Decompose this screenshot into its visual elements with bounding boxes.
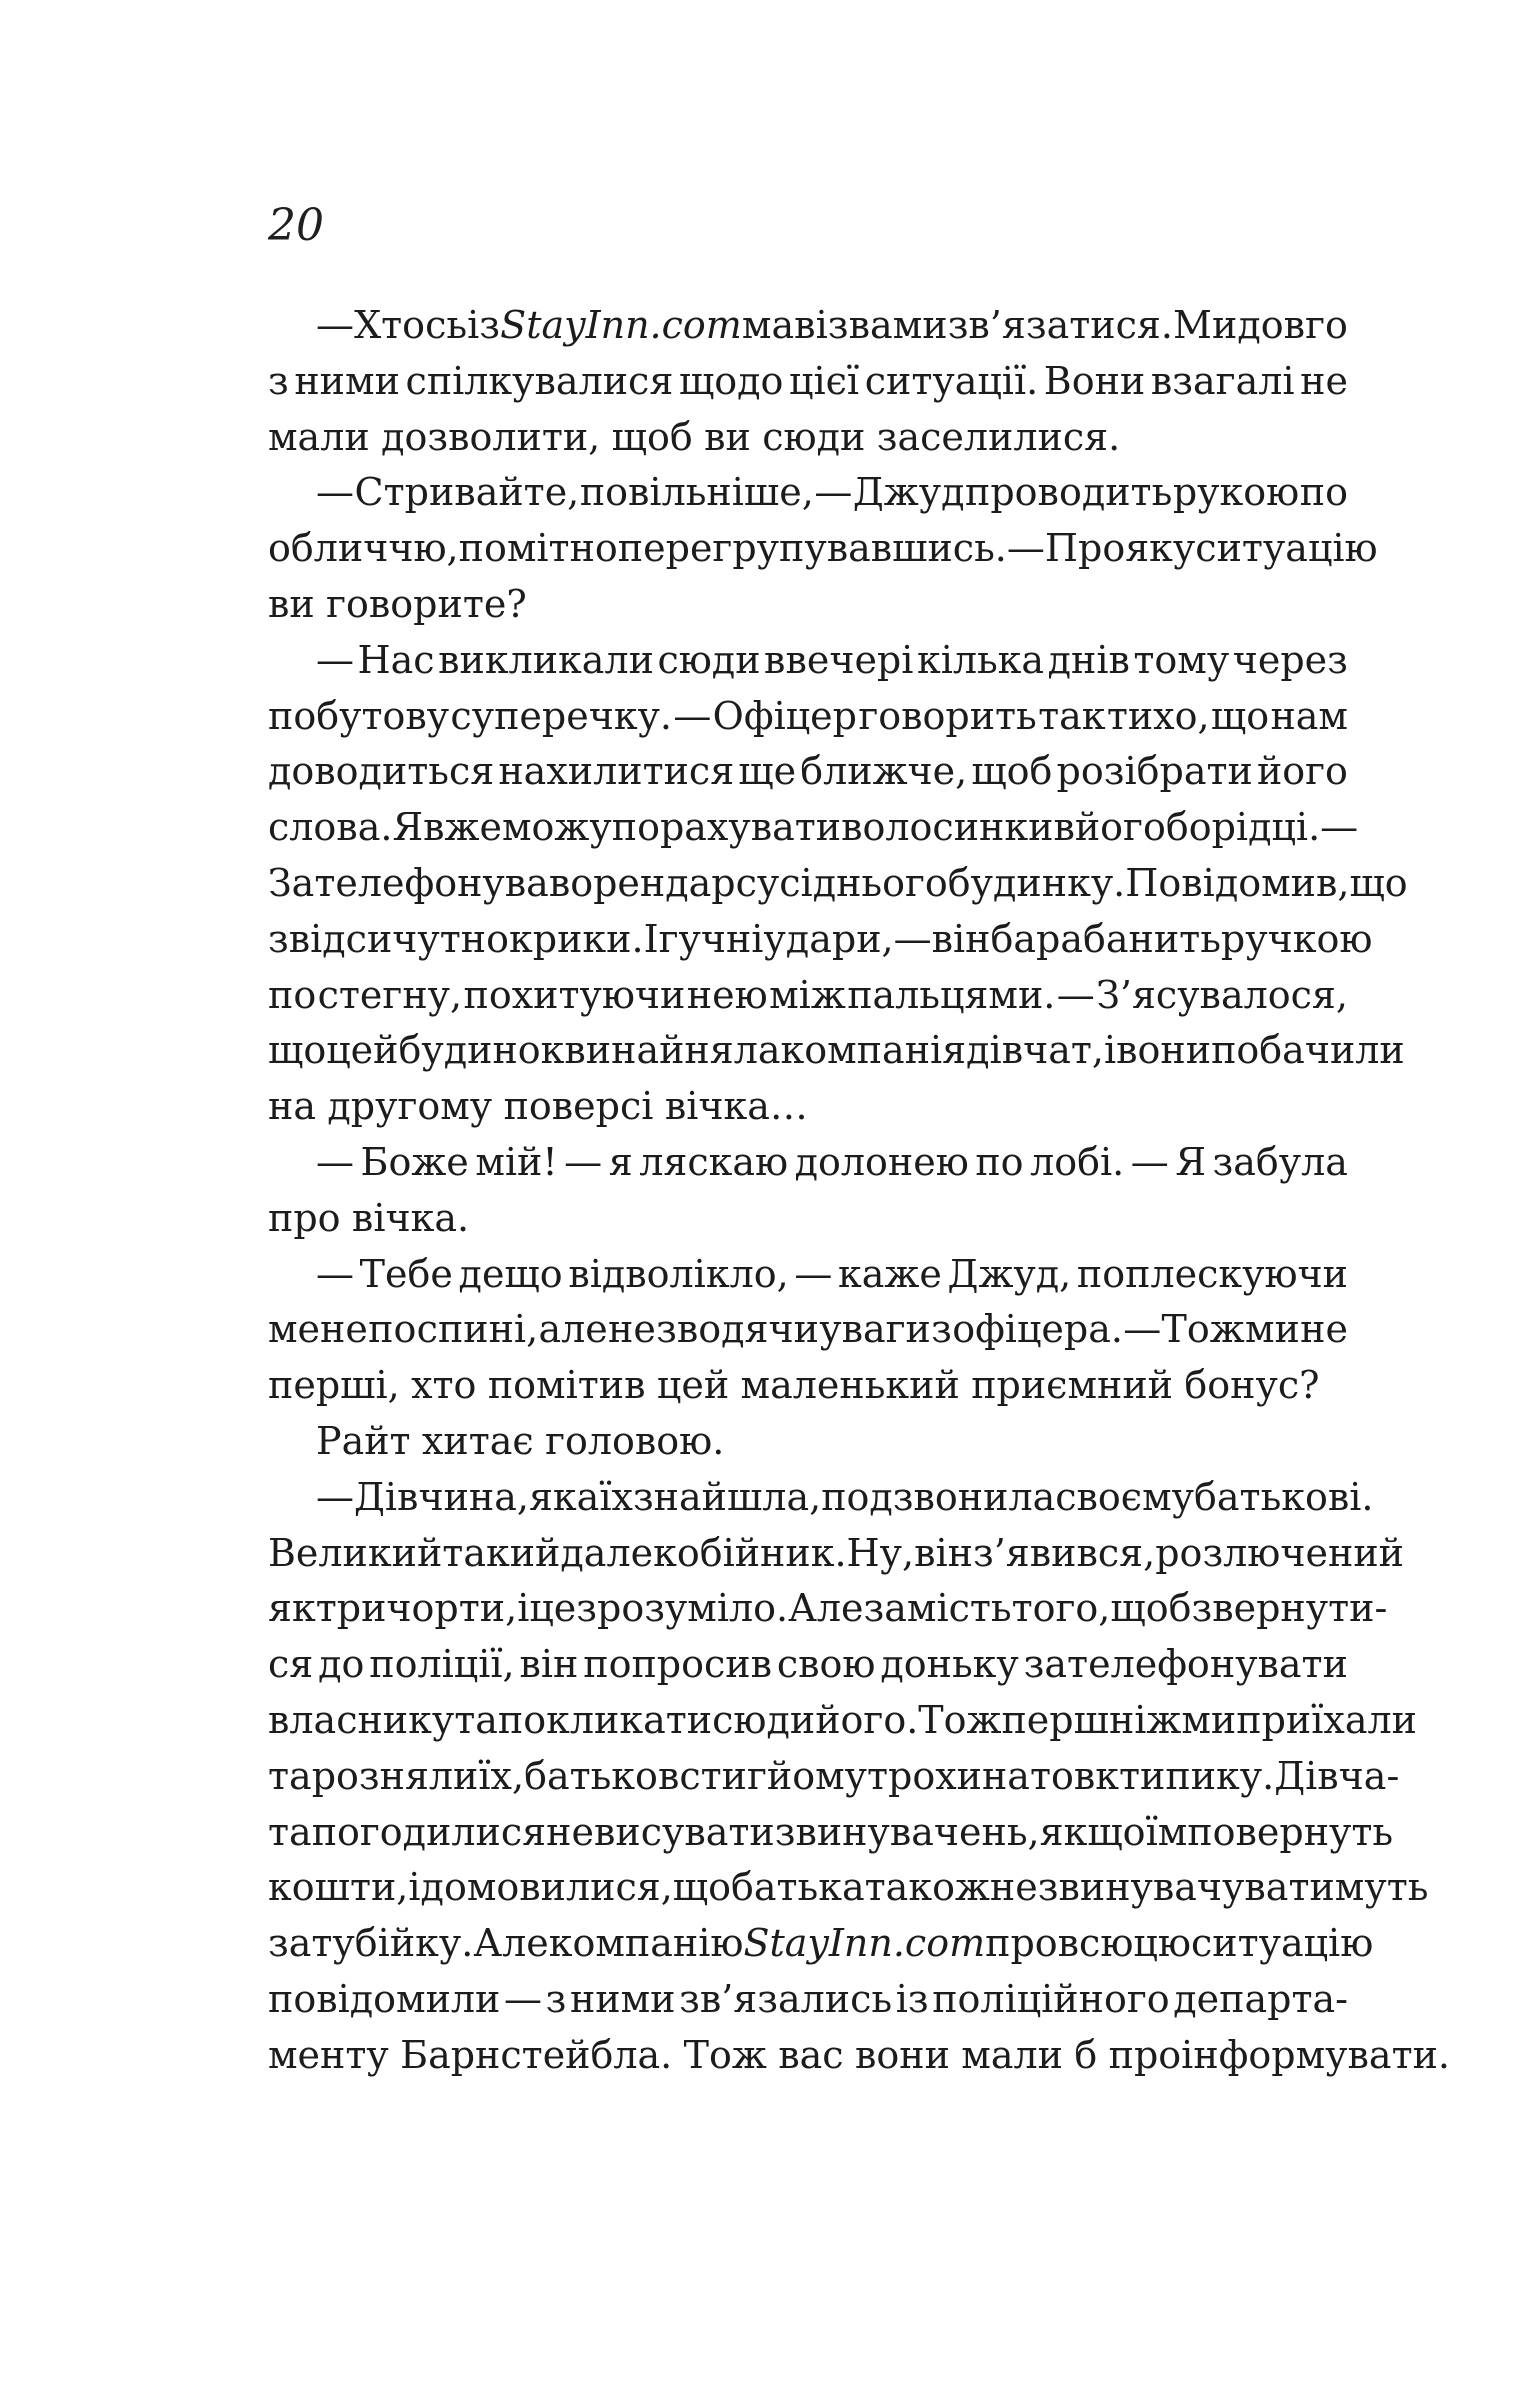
word: головою.: [545, 1418, 725, 1463]
word: дозволити,: [381, 414, 601, 459]
word: днів: [1047, 637, 1130, 682]
word: зв’язатися.: [947, 303, 1173, 347]
text-line: [268, 410, 1348, 466]
word: —: [316, 303, 354, 347]
text-line: [268, 1191, 1348, 1247]
word: вами: [848, 303, 948, 347]
word: бонус?: [1184, 1363, 1320, 1408]
word: Я: [1175, 1139, 1207, 1184]
text-line: [268, 2028, 1451, 2084]
word: нею: [686, 972, 768, 1017]
word: мій!: [475, 1139, 558, 1184]
word: —: [504, 1976, 542, 2021]
word: їх: [599, 1474, 633, 1519]
word: вічка.: [351, 1195, 470, 1240]
word: Нас: [357, 637, 435, 682]
word: лобі.: [1030, 1139, 1125, 1184]
word: викликали: [438, 637, 654, 682]
text-line: [268, 1860, 1429, 1916]
word: що: [672, 1865, 731, 1910]
word: сюди: [762, 414, 866, 459]
word: перші,: [268, 1363, 400, 1408]
word: із: [895, 1976, 929, 2021]
word: з: [931, 1307, 952, 1352]
word: яка: [528, 1474, 600, 1519]
word: Джуд,: [947, 1251, 1072, 1296]
word: встиг: [657, 1753, 767, 1798]
word: побутову: [268, 693, 450, 738]
word: Боже: [360, 1139, 469, 1184]
word: спині,: [416, 1307, 539, 1352]
word: винайняла: [564, 1028, 781, 1073]
word: ніж: [1108, 1697, 1182, 1742]
word: він: [931, 916, 991, 961]
text-line: [268, 1972, 1348, 2028]
word: долонею: [794, 1139, 969, 1184]
word: трохи: [867, 1753, 982, 1798]
word: рукою: [1172, 470, 1300, 515]
word: замість: [863, 1586, 1012, 1631]
word: його.: [815, 1697, 919, 1742]
word: стегну,: [317, 972, 463, 1017]
word: погодилися: [311, 1809, 547, 1854]
word: волосинки: [841, 805, 1054, 850]
word: мали: [961, 2032, 1063, 2077]
word: —: [673, 693, 712, 738]
word: по: [1299, 470, 1348, 515]
word: мене: [268, 1307, 368, 1352]
word: Але: [473, 1921, 549, 1966]
word: ще: [738, 749, 797, 794]
word: по: [975, 1139, 1024, 1184]
text-line: [268, 1749, 1400, 1805]
word: Тебе: [359, 1251, 453, 1296]
word: поплескуючи: [1076, 1251, 1348, 1296]
word: тихо,: [1106, 693, 1210, 738]
word: своєму: [1055, 1474, 1195, 1519]
word: із: [467, 303, 501, 347]
word: такий: [442, 1530, 561, 1575]
word: звернути-: [1191, 1586, 1388, 1631]
word: Райт: [316, 1418, 411, 1463]
word: перш: [1001, 1697, 1109, 1742]
word: ними: [294, 358, 400, 403]
word: бійку.: [354, 1921, 474, 1966]
word: домовилися,: [420, 1865, 673, 1910]
word: проінформувати.: [1108, 2032, 1451, 2077]
word: ситуацію: [1195, 526, 1378, 571]
word: з’явився,: [973, 1530, 1156, 1575]
text-line: [268, 1247, 1348, 1303]
word: про: [985, 1921, 1058, 1966]
text-line: [268, 689, 1348, 745]
word: подзвонила: [821, 1474, 1056, 1519]
word: попросив: [583, 1642, 772, 1687]
word: чорти,: [386, 1586, 518, 1631]
word: ситуацію: [1190, 1921, 1374, 1966]
text-line: [268, 1805, 1394, 1861]
word: ви: [268, 581, 315, 626]
word: пальцями.: [847, 972, 1056, 1017]
word: говорить: [858, 693, 1037, 738]
word: —: [1006, 526, 1045, 571]
word: каже: [838, 1251, 942, 1296]
word: борідці.: [1165, 805, 1321, 850]
word: заселилися.: [876, 414, 1121, 459]
word: ляскаю: [639, 1139, 789, 1184]
word: також: [864, 1865, 990, 1910]
word: будинку.: [947, 860, 1126, 905]
word: —: [794, 1251, 833, 1296]
text-line: [268, 1470, 1374, 1526]
word: Дівчина,: [354, 1474, 529, 1519]
word: —: [1320, 805, 1359, 850]
word: нам: [1270, 693, 1348, 738]
word: йому: [766, 1753, 867, 1798]
word: батька: [731, 1865, 865, 1910]
word: звідси: [268, 916, 393, 961]
word: Дівча-: [1274, 1753, 1400, 1798]
word: крики.: [509, 916, 644, 961]
word: зателефонувати: [1023, 1642, 1348, 1687]
word: Вони: [1043, 358, 1146, 403]
word: що: [1210, 693, 1270, 738]
word: менту: [268, 2032, 389, 2077]
word: тому: [1133, 637, 1230, 682]
word: в: [1053, 805, 1075, 850]
word: вони: [1116, 1028, 1212, 1073]
word: щодо: [678, 358, 784, 403]
text-line: [268, 1414, 1348, 1470]
word: ви: [704, 414, 751, 459]
word: не: [546, 1809, 594, 1854]
word: їм: [1145, 1809, 1188, 1854]
word: до: [318, 1642, 365, 1687]
word: знайшла,: [632, 1474, 822, 1519]
word: кошти,: [268, 1865, 409, 1910]
word: висувати: [593, 1809, 775, 1854]
word: доводиться: [268, 749, 495, 794]
word: —: [1056, 972, 1095, 1017]
text-line: [268, 465, 1348, 521]
word: —: [564, 1139, 603, 1184]
word: ручкою: [1220, 916, 1373, 961]
word: натовкти: [981, 1753, 1166, 1798]
word: говорите?: [326, 581, 527, 626]
word: б: [1074, 2032, 1098, 2077]
word: що: [268, 1028, 327, 1073]
body-text: [268, 298, 1451, 2084]
word: того,: [1011, 1586, 1111, 1631]
text-line: [268, 1693, 1417, 1749]
word: ся: [268, 1642, 314, 1687]
word: перегрупувавшись.: [617, 526, 1007, 571]
word: відволікло,: [568, 1251, 789, 1296]
text-line: [268, 800, 1359, 856]
word: але: [538, 1307, 608, 1352]
word: за: [268, 1921, 312, 1966]
word: похитуючи: [463, 972, 686, 1017]
word: І: [643, 916, 659, 961]
word: це: [529, 1586, 577, 1631]
word: взагалі: [1150, 358, 1295, 403]
word: ввечері: [764, 637, 914, 682]
word: цей: [326, 1028, 399, 1073]
word: і: [1103, 1028, 1117, 1073]
word: —: [814, 470, 853, 515]
word: ту: [311, 1921, 355, 1966]
word: я: [608, 1139, 633, 1184]
text-line: [268, 1358, 1348, 1414]
word: Великий: [268, 1530, 443, 1575]
text-line: [268, 1079, 1348, 1135]
word: та: [454, 1697, 498, 1742]
word: Стривайте,: [354, 470, 580, 515]
word: будинок: [398, 1028, 565, 1073]
word: ними: [569, 1976, 676, 2021]
word: не: [1300, 358, 1348, 403]
word: приїхали: [1236, 1697, 1417, 1742]
text-line: [268, 1526, 1404, 1582]
word: Барнстейбла.: [400, 2032, 673, 2077]
word: що: [1349, 860, 1408, 905]
word: Джуд: [852, 470, 965, 515]
word: сюди: [712, 1697, 816, 1742]
word: повідомили: [268, 1976, 501, 2021]
word: пику.: [1165, 1753, 1275, 1798]
word: Ми: [1173, 303, 1238, 347]
text-line: [268, 1581, 1388, 1637]
word: дівчат,: [966, 1028, 1104, 1073]
word: не: [989, 1865, 1038, 1910]
text-line: [268, 1135, 1348, 1191]
word: по: [368, 1307, 417, 1352]
word: спілкувалися: [405, 358, 674, 403]
word: —: [1130, 1139, 1169, 1184]
text-line: [268, 1637, 1348, 1693]
word: —: [316, 470, 354, 515]
word: розібрати: [1056, 749, 1253, 794]
word: як: [268, 1586, 316, 1631]
word: ситуації.: [864, 358, 1039, 403]
word: не: [608, 1307, 656, 1352]
word: батько: [524, 1753, 658, 1798]
word: його: [1256, 749, 1348, 794]
word: та: [268, 1809, 312, 1854]
word: маленький: [740, 1363, 960, 1408]
word: StayInn.com: [743, 1921, 986, 1966]
word: З’ясувалося,: [1096, 972, 1348, 1017]
word: доньку: [880, 1642, 1019, 1687]
word: суперечку.: [450, 693, 673, 738]
text-line: [268, 856, 1408, 912]
word: щоб: [1110, 1586, 1192, 1631]
word: уваги: [819, 1307, 931, 1352]
word: зв’язались: [679, 1976, 893, 2021]
word: зрозуміло.: [576, 1586, 789, 1631]
word: компанія: [780, 1028, 967, 1073]
word: Зателефонував: [268, 860, 571, 905]
text-line: [268, 1916, 1374, 1972]
word: компанію: [548, 1921, 744, 1966]
word: далекобійник.: [560, 1530, 847, 1575]
text-line: [268, 298, 1348, 354]
word: департа-: [1173, 1976, 1348, 2021]
word: Хтось: [354, 303, 468, 347]
word: помітно: [458, 526, 618, 571]
word: сусіднього: [735, 860, 948, 905]
text-line: [268, 1023, 1405, 1079]
text-line: [268, 577, 1348, 633]
word: —: [1123, 1307, 1162, 1352]
word: сюди: [657, 637, 761, 682]
word: другому: [327, 1084, 493, 1129]
word: орендар: [570, 860, 736, 905]
word: Але: [788, 1586, 864, 1631]
word: дещо: [458, 1251, 563, 1296]
word: мав: [741, 303, 816, 347]
word: так: [1038, 693, 1106, 738]
word: Повідомив,: [1125, 860, 1350, 905]
word: звинувачень,: [774, 1809, 1040, 1854]
word: з: [268, 358, 289, 403]
word: чутно: [392, 916, 509, 961]
word: можу: [501, 805, 612, 850]
word: повільніше,: [579, 470, 814, 515]
word: проводить: [965, 470, 1173, 515]
word: Тож: [683, 2032, 767, 2077]
word: покликати: [497, 1697, 713, 1742]
word: Тож: [918, 1697, 1002, 1742]
word: він: [914, 1530, 973, 1575]
word: цієї: [789, 358, 860, 403]
word: хитає: [421, 1418, 534, 1463]
word: не: [1300, 1307, 1348, 1352]
word: щоб: [971, 749, 1053, 794]
page-number: 20: [268, 200, 324, 251]
word: Я: [392, 805, 424, 850]
word: звинувачуватимуть: [1037, 1865, 1429, 1910]
word: якщо: [1039, 1809, 1146, 1854]
word: —: [316, 1139, 354, 1184]
word: на: [268, 1084, 316, 1129]
word: про: [268, 1195, 341, 1240]
word: повернуть: [1187, 1809, 1394, 1854]
word: хто: [411, 1363, 477, 1408]
word: між: [769, 972, 846, 1017]
word: довго: [1237, 303, 1348, 347]
word: з: [545, 1976, 567, 2021]
text-line: [268, 1302, 1348, 1358]
word: їх,: [478, 1753, 525, 1798]
word: поліції,: [369, 1642, 515, 1687]
word: власнику: [268, 1697, 455, 1742]
word: та: [268, 1753, 312, 1798]
word: його: [1074, 805, 1166, 850]
word: гучні: [658, 916, 764, 961]
text-line: [268, 912, 1373, 968]
word: Офіцер: [712, 693, 857, 738]
word: нахилитися: [498, 749, 735, 794]
word: Про: [1044, 526, 1126, 571]
word: мали: [268, 414, 370, 459]
word: через: [1232, 637, 1348, 682]
word: —: [893, 916, 932, 961]
word: —: [316, 1474, 354, 1519]
word: поліційного: [932, 1976, 1170, 2021]
word: свою: [776, 1642, 876, 1687]
word: яку: [1125, 526, 1196, 571]
word: кілька: [916, 637, 1045, 682]
word: по: [268, 972, 317, 1017]
word: приємний: [971, 1363, 1174, 1408]
word: StayInn.com: [500, 303, 742, 347]
word: розняли: [311, 1753, 479, 1798]
word: Тож: [1161, 1307, 1245, 1352]
word: і: [517, 1586, 530, 1631]
word: вічка…: [664, 1084, 808, 1129]
word: цей: [656, 1363, 730, 1408]
word: вас: [778, 2032, 844, 2077]
word: три: [315, 1586, 387, 1631]
word: поверсі: [503, 1084, 654, 1129]
word: із: [815, 303, 849, 347]
word: він: [519, 1642, 579, 1687]
word: обличчю,: [268, 526, 459, 571]
text-line: [268, 968, 1348, 1024]
word: —: [316, 1251, 354, 1296]
text-line: [268, 521, 1378, 577]
text-line: [268, 744, 1348, 800]
word: барабанить: [990, 916, 1221, 961]
word: удари,: [763, 916, 894, 961]
word: ми: [1244, 1307, 1300, 1352]
word: ближче,: [800, 749, 968, 794]
word: батькові.: [1194, 1474, 1374, 1519]
text-line: [268, 633, 1348, 689]
word: і: [408, 1865, 421, 1910]
word: всю: [1057, 1921, 1134, 1966]
word: —: [316, 637, 354, 682]
word: побачили: [1211, 1028, 1405, 1073]
word: офіцера.: [952, 1307, 1123, 1352]
text-line: [268, 354, 1348, 410]
word: ми: [1181, 1697, 1237, 1742]
word: порахувати: [611, 805, 842, 850]
word: слова.: [268, 805, 393, 850]
word: Ну,: [846, 1530, 915, 1575]
word: зводячи: [656, 1307, 819, 1352]
word: вже: [423, 805, 502, 850]
word: вони: [854, 2032, 950, 2077]
word: розлючений: [1155, 1530, 1404, 1575]
word: помітив: [487, 1363, 646, 1408]
word: забула: [1212, 1139, 1348, 1184]
word: щоб: [611, 414, 693, 459]
word: цю: [1133, 1921, 1191, 1966]
